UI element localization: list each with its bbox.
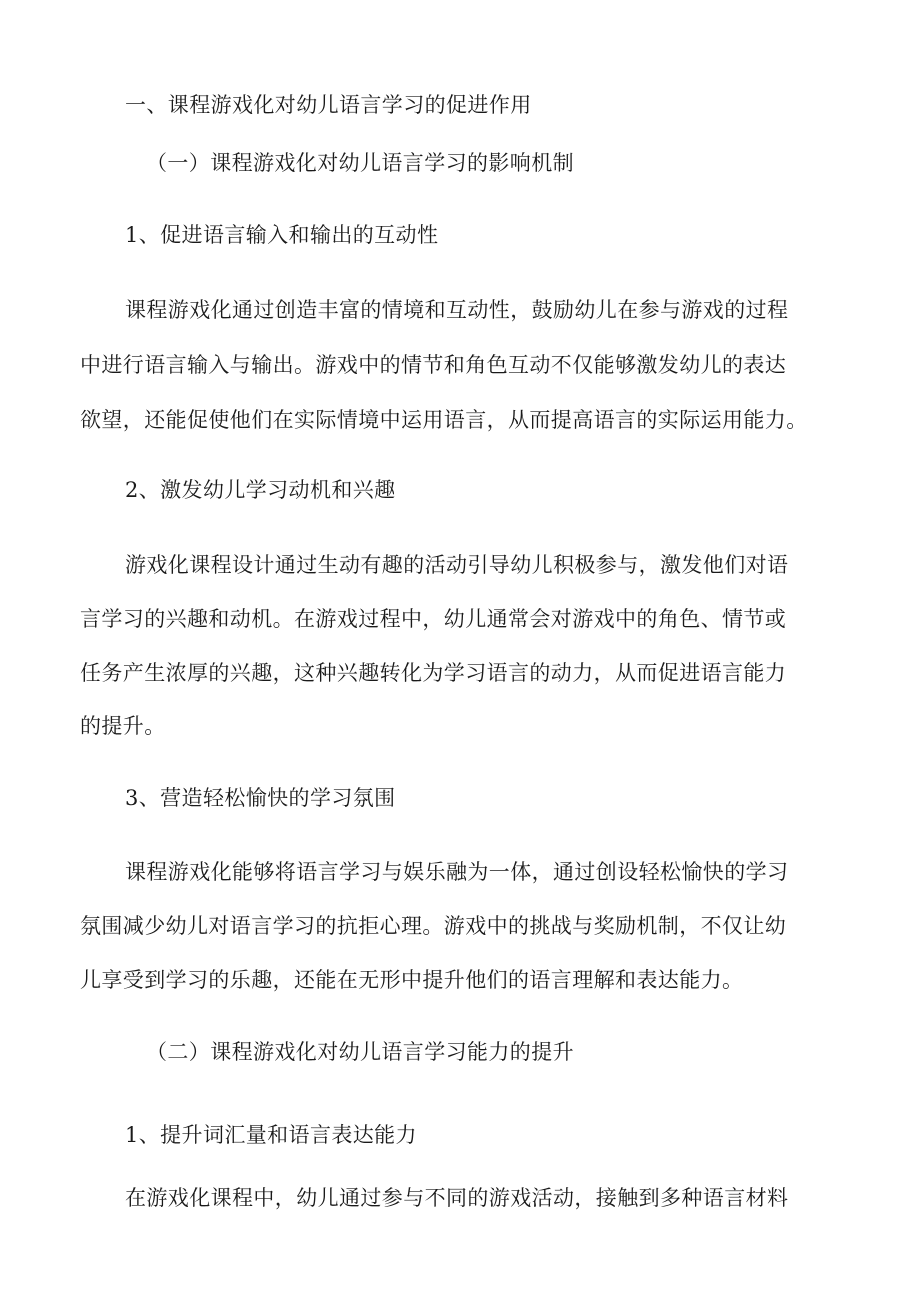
section-1-item-1-line-3: 欲望，还能促使他们在实际情境中运用语言，从而提高语言的实际运用能力。 — [80, 408, 808, 432]
section-1-item-1-title: 1、促进语言输入和输出的互动性 — [125, 223, 439, 247]
section-1-item-1-line-1: 课程游戏化通过创造丰富的情境和互动性，鼓励幼儿在参与游戏的过程 — [125, 298, 789, 322]
section-1-item-2-line-2: 言学习的兴趣和动机。在游戏过程中，幼儿通常会对游戏中的角色、情节或 — [80, 607, 787, 631]
section-2-item-1-title: 1、提升词汇量和语言表达能力 — [125, 1123, 417, 1147]
section-1-item-3-line-1: 课程游戏化能够将语言学习与娱乐融为一体，通过创设轻松愉快的学习 — [125, 860, 789, 884]
section-1-item-3-title: 3、营造轻松愉快的学习氛围 — [125, 786, 396, 810]
section-1-item-3-line-3: 儿享受到学习的乐趣，还能在无形中提升他们的语言理解和表达能力。 — [80, 968, 744, 992]
section-1-item-2-line-4: 的提升。 — [80, 714, 166, 738]
section-1-item-2-line-1: 游戏化课程设计通过生动有趣的活动引导幼儿积极参与，激发他们对语 — [125, 553, 789, 577]
section-1-item-3-line-2: 氛围减少幼儿对语言学习的抗拒心理。游戏中的挑战与奖励机制，不仅让幼 — [80, 914, 787, 938]
section-1-title: （一）课程游戏化对幼儿语言学习的影响机制 — [146, 151, 574, 175]
heading-1: 一、课程游戏化对幼儿语言学习的促进作用 — [125, 93, 532, 117]
section-1-item-2-line-3: 任务产生浓厚的兴趣，这种兴趣转化为学习语言的动力，从而促进语言能力 — [80, 661, 787, 685]
section-2-item-1-line-1: 在游戏化课程中，幼儿通过参与不同的游戏活动，接触到多种语言材料 — [125, 1186, 789, 1210]
section-2-title: （二）课程游戏化对幼儿语言学习能力的提升 — [146, 1040, 574, 1064]
section-1-item-1-line-2: 中进行语言输入与输出。游戏中的情节和角色互动不仅能够激发幼儿的表达 — [80, 353, 787, 377]
section-1-item-2-title: 2、激发幼儿学习动机和兴趣 — [125, 478, 396, 502]
